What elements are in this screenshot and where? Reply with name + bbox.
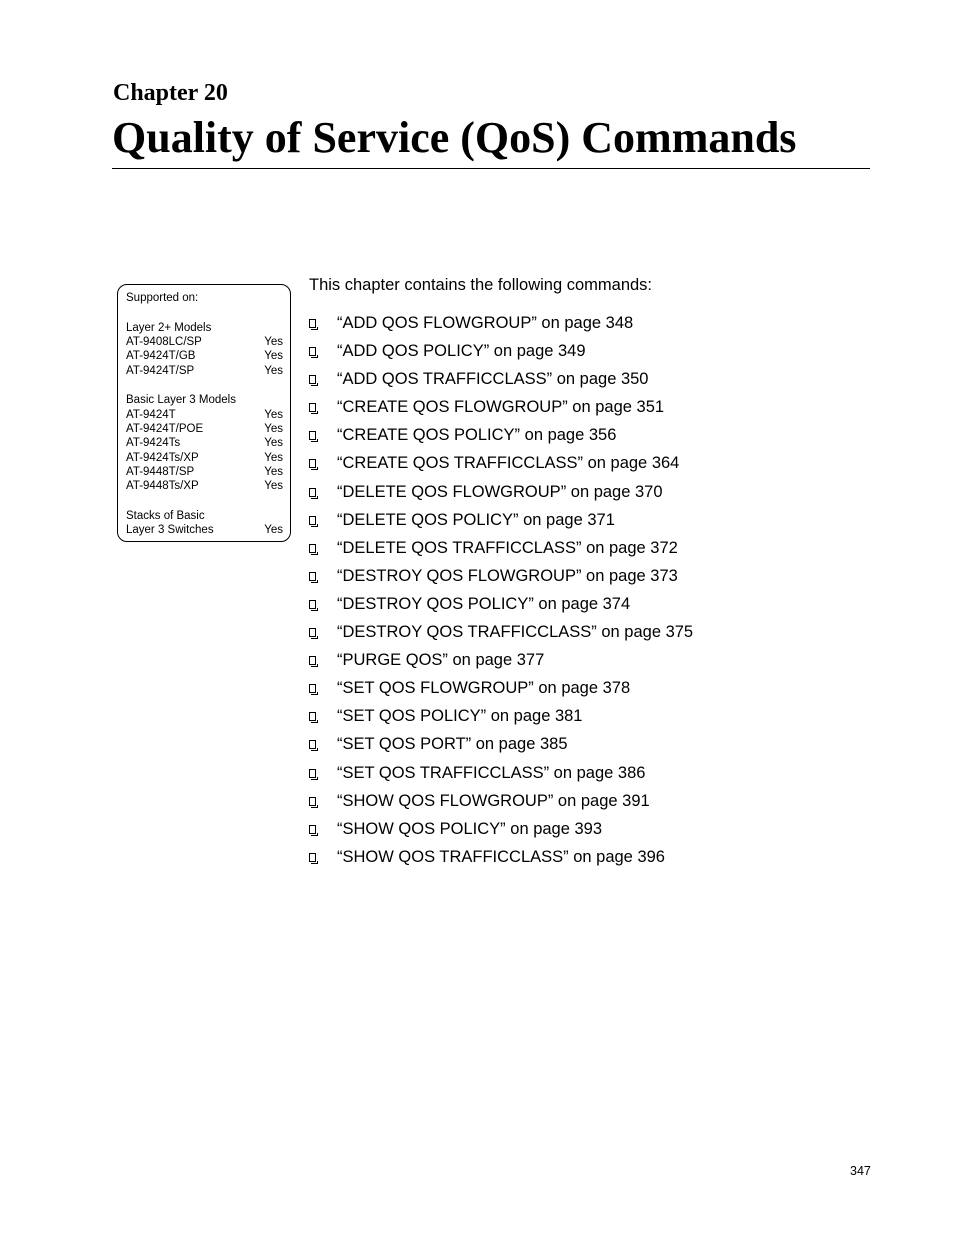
command-list-item[interactable] <box>309 790 693 818</box>
checkbox-bullet-icon <box>309 516 316 525</box>
support-row <box>126 436 283 450</box>
support-row <box>126 335 283 349</box>
command-link[interactable]: “SET QOS TRAFFICCLASS” on page 386 <box>337 763 646 782</box>
model-name: Layer 3 Switches <box>126 524 214 537</box>
checkbox-bullet-icon <box>309 488 316 497</box>
checkbox-bullet-icon <box>309 684 316 693</box>
support-value: Yes <box>264 451 283 464</box>
chapter-label: Chapter 20 <box>113 80 228 106</box>
command-list-item[interactable] <box>309 368 693 396</box>
command-list-item[interactable] <box>309 818 693 846</box>
command-list <box>309 312 693 874</box>
supported-on-box <box>117 284 291 542</box>
support-row <box>126 408 283 422</box>
model-name: AT-9448Ts/XP <box>126 480 199 493</box>
model-name: AT-9424T/POE <box>126 423 204 436</box>
checkbox-bullet-icon <box>309 656 316 665</box>
command-link[interactable]: “PURGE QOS” on page 377 <box>337 651 545 670</box>
command-link[interactable]: “SHOW QOS FLOWGROUP” on page 391 <box>337 791 650 810</box>
checkbox-bullet-icon <box>309 712 316 721</box>
command-link[interactable]: “ADD QOS TRAFFICCLASS” on page 350 <box>337 370 649 389</box>
support-row <box>126 465 283 479</box>
page-number: 347 <box>850 1164 871 1178</box>
support-value: Yes <box>264 350 283 363</box>
support-group-stacks <box>126 509 283 538</box>
command-link[interactable]: “CREATE QOS FLOWGROUP” on page 351 <box>337 398 665 417</box>
command-link[interactable]: “DESTROY QOS POLICY” on page 374 <box>337 594 631 613</box>
checkbox-bullet-icon <box>309 375 316 384</box>
command-list-item[interactable] <box>309 340 693 368</box>
model-name: Layer 2+ Models <box>126 321 212 334</box>
command-link[interactable]: “DELETE QOS POLICY” on page 371 <box>337 510 615 529</box>
checkbox-bullet-icon <box>309 797 316 806</box>
supported-on-heading: Supported on: <box>126 292 199 304</box>
support-value: Yes <box>264 465 283 478</box>
support-row <box>126 509 283 523</box>
command-link[interactable]: “ADD QOS FLOWGROUP” on page 348 <box>337 314 634 332</box>
command-link[interactable]: “DESTROY QOS FLOWGROUP” on page 373 <box>337 566 678 585</box>
command-list-item[interactable] <box>309 705 693 733</box>
checkbox-bullet-icon <box>309 769 316 778</box>
checkbox-bullet-icon <box>309 319 316 328</box>
command-list-item[interactable] <box>309 312 693 340</box>
command-list-item[interactable] <box>309 649 693 677</box>
command-link[interactable]: “ADD QOS POLICY” on page 349 <box>337 342 586 361</box>
command-list-item[interactable] <box>309 565 693 593</box>
command-link[interactable]: “CREATE QOS POLICY” on page 356 <box>337 426 617 445</box>
model-name: AT-9424Ts/XP <box>126 451 199 464</box>
checkbox-bullet-icon <box>309 853 316 862</box>
model-name: AT-9424T <box>126 408 176 421</box>
command-link[interactable]: “SET QOS FLOWGROUP” on page 378 <box>337 679 631 698</box>
checkbox-bullet-icon <box>309 431 316 440</box>
checkbox-bullet-icon <box>309 600 316 609</box>
command-list-item[interactable] <box>309 593 693 621</box>
checkbox-bullet-icon <box>309 825 316 834</box>
command-list-item[interactable] <box>309 846 693 874</box>
model-name: AT-9424Ts <box>126 437 181 450</box>
support-row <box>126 479 283 493</box>
command-link[interactable]: “SET QOS POLICY” on page 381 <box>337 707 583 726</box>
intro-text: This chapter contains the following commands: <box>309 276 653 294</box>
checkbox-bullet-icon <box>309 459 316 468</box>
checkbox-bullet-icon <box>309 347 316 356</box>
title-divider <box>112 168 870 169</box>
checkbox-bullet-icon <box>309 403 316 412</box>
support-value: Yes <box>264 364 283 377</box>
command-list-item[interactable] <box>309 396 693 424</box>
command-list-item[interactable] <box>309 452 693 480</box>
support-value: Yes <box>264 524 283 537</box>
support-row <box>126 321 283 335</box>
model-name: AT-9424T/SP <box>126 364 195 377</box>
command-link[interactable]: “SET QOS PORT” on page 385 <box>337 735 568 754</box>
command-list-item[interactable] <box>309 509 693 537</box>
support-row <box>126 393 283 407</box>
model-name: AT-9424T/GB <box>126 350 196 363</box>
command-link[interactable]: “SHOW QOS POLICY” on page 393 <box>337 819 603 838</box>
support-value: Yes <box>264 480 283 493</box>
command-link[interactable]: “SHOW QOS TRAFFICCLASS” on page 396 <box>337 847 665 866</box>
support-row <box>126 451 283 465</box>
support-row <box>126 349 283 363</box>
command-link[interactable]: “DELETE QOS FLOWGROUP” on page 370 <box>337 482 663 501</box>
model-name: Basic Layer 3 Models <box>126 394 236 407</box>
support-value: Yes <box>264 423 283 436</box>
support-value: Yes <box>264 408 283 421</box>
checkbox-bullet-icon <box>309 544 316 553</box>
chapter-title: Quality of Service (QoS) Commands <box>112 113 797 162</box>
command-link[interactable]: “DESTROY QOS TRAFFICCLASS” on page 375 <box>337 623 694 642</box>
command-list-item[interactable] <box>309 537 693 565</box>
command-link[interactable]: “CREATE QOS TRAFFICCLASS” on page 364 <box>337 454 680 473</box>
support-group-basic-layer3 <box>126 393 283 493</box>
model-name: Stacks of Basic <box>126 510 205 523</box>
command-link[interactable]: “DELETE QOS TRAFFICCLASS” on page 372 <box>337 538 678 557</box>
command-list-item[interactable] <box>309 621 693 649</box>
support-row <box>126 422 283 436</box>
checkbox-bullet-icon <box>309 628 316 637</box>
model-name: AT-9408LC/SP <box>126 336 202 349</box>
support-value: Yes <box>264 437 283 450</box>
support-value: Yes <box>264 336 283 349</box>
support-group-layer2 <box>126 321 283 378</box>
command-list-item[interactable] <box>309 424 693 452</box>
command-list-item[interactable] <box>309 481 693 509</box>
command-list-item[interactable] <box>309 733 693 761</box>
command-list-item[interactable] <box>309 677 693 705</box>
support-row <box>126 523 283 537</box>
checkbox-bullet-icon <box>309 740 316 749</box>
support-row <box>126 364 283 378</box>
model-name: AT-9448T/SP <box>126 465 195 478</box>
checkbox-bullet-icon <box>309 572 316 581</box>
command-list-item[interactable] <box>309 762 693 790</box>
